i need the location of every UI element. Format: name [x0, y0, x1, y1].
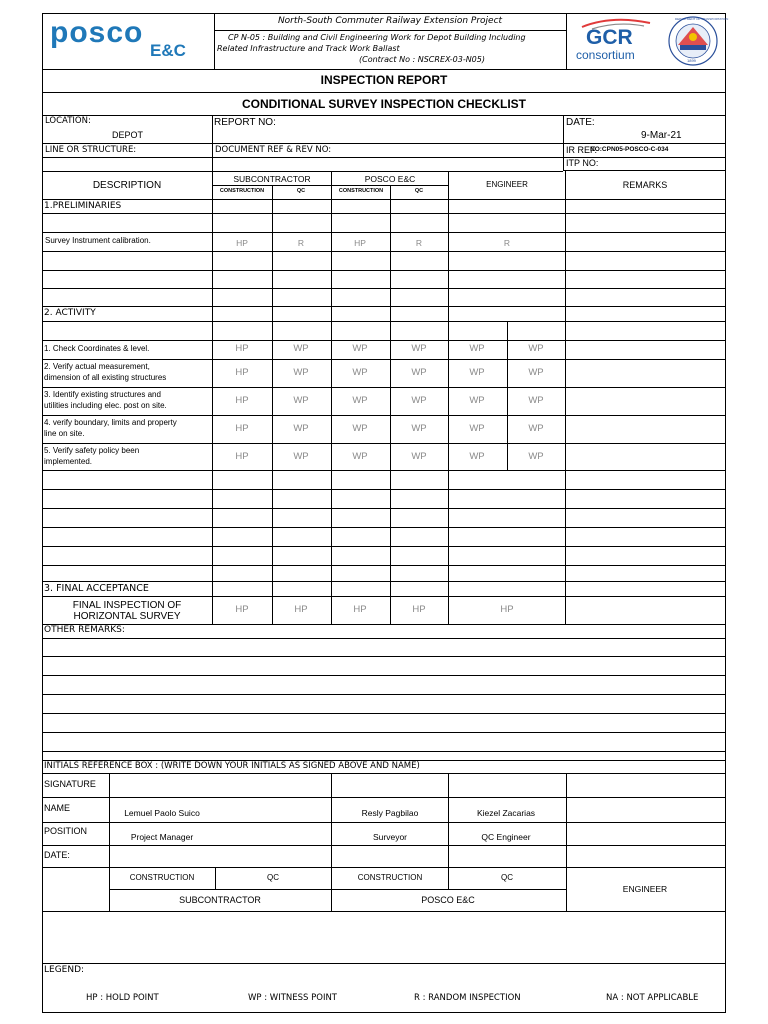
checklist-title: CONDITIONAL SURVEY INSPECTION CHECKLIST [241, 97, 527, 111]
footer-posco: POSCO E&C [421, 895, 475, 905]
dotr-seal-year: 1899 [687, 58, 696, 63]
prelim-code: R [415, 238, 423, 248]
activity-code: WP [352, 343, 368, 354]
activity-item-text: 5. Verify safety policy been [44, 446, 140, 455]
legend-item: WP : WITNESS POINT [248, 993, 337, 1003]
footer-construction: CONSTRUCTION [129, 873, 195, 882]
section-activity: 2. ACTIVITY [44, 308, 96, 318]
ir-ref-label: IR REF. [566, 145, 598, 155]
activity-code: WP [469, 343, 485, 354]
signer-name: Resly Pagbilao [361, 808, 419, 818]
activity-code: WP [293, 423, 309, 434]
contract-line-1: CP N-05 : Building and Civil Engineering Work for Depot Building Including [228, 33, 526, 42]
activity-code: HP [235, 423, 249, 434]
report-no-label: REPORT NO: [214, 117, 276, 128]
col-sub-qc: QC [296, 188, 306, 194]
activity-code: WP [469, 451, 485, 462]
activity-code: WP [411, 423, 427, 434]
activity-code: WP [528, 343, 544, 354]
footer-qc: QC [501, 873, 513, 882]
activity-code: WP [469, 395, 485, 406]
final-code: HP [294, 604, 308, 615]
dotr-seal-text: DEPARTMENT OF TRANSPORTATION [675, 17, 729, 21]
posco-logo-sub: E&C [150, 41, 186, 60]
project-title: North-South Commuter Railway Extension Project [277, 16, 503, 26]
col-description: DESCRIPTION [92, 180, 162, 191]
legend-item: NA : NOT APPLICABLE [606, 993, 699, 1003]
activity-item-text: implemented. [44, 457, 93, 466]
activity-code: WP [293, 367, 309, 378]
line-or-structure-label: LINE OR STRUCTURE: [45, 145, 137, 155]
location-value: DEPOT [112, 130, 144, 140]
activity-code: HP [235, 451, 249, 462]
activity-code: HP [235, 395, 249, 406]
position-label: POSITION [44, 826, 88, 836]
activity-code: HP [235, 343, 249, 354]
signer-position: Project Manager [130, 832, 194, 842]
activity-item-text: utilities including elec. post on site. [44, 401, 167, 410]
document-ref-label: DOCUMENT REF & REV NO: [215, 145, 332, 155]
footer-engineer: ENGINEER [622, 884, 668, 894]
activity-item-text: 4. verify boundary, limits and property [44, 418, 177, 427]
footer-construction: CONSTRUCTION [357, 873, 423, 882]
activity-code: WP [528, 451, 544, 462]
gcr-consortium-logo [572, 17, 662, 65]
col-posco: POSCO E&C [364, 174, 416, 184]
date-value: 9-Mar-21 [641, 130, 682, 141]
ir-ref-value: NO:CPN05-POSCO-C-034 [590, 146, 669, 153]
posco-logo-brand: posco [50, 16, 144, 49]
gcr-logo-brand: GCR [586, 26, 633, 49]
activity-item-text: 2. Verify actual measurement, [44, 362, 150, 371]
prelim-code: HP [236, 238, 248, 248]
legend-item: HP : HOLD POINT [86, 993, 159, 1003]
activity-code: HP [235, 367, 249, 378]
activity-code: WP [469, 367, 485, 378]
col-engineer: ENGINEER [486, 180, 528, 189]
activity-item-text: line on site. [44, 429, 85, 438]
legend-label: LEGEND: [44, 965, 85, 975]
final-item-text: HORIZONTAL SURVEY [73, 611, 181, 622]
footer-qc: QC [267, 873, 279, 882]
final-item-text: FINAL INSPECTION OF [72, 600, 182, 611]
other-remarks-label: OTHER REMARKS: [44, 625, 125, 635]
signer-name: Kiezel Zacarias [476, 808, 536, 818]
activity-code: WP [352, 423, 368, 434]
section-final-acceptance: 3. FINAL ACCEPTANCE [44, 583, 149, 594]
dotr-seal [666, 15, 729, 67]
activity-code: WP [528, 423, 544, 434]
activity-code: WP [411, 367, 427, 378]
final-code: HP [500, 604, 514, 615]
activity-item-text: dimension of all existing structures [44, 373, 167, 382]
date-label: DATE: [566, 117, 595, 128]
legend-item: R : RANDOM INSPECTION [414, 993, 521, 1003]
activity-code: WP [352, 451, 368, 462]
signer-position: Surveyor [372, 832, 408, 842]
itp-no-label: ITP NO: [566, 158, 599, 168]
activity-code: WP [352, 367, 368, 378]
posco-logo [50, 18, 205, 62]
prelim-code: R [297, 238, 305, 248]
initials-heading: INITIALS REFERENCE BOX : (WRITE DOWN YOUR INITIALS AS SIGNED ABOVE AND NAME) [44, 761, 420, 771]
report-title: INSPECTION REPORT [320, 73, 448, 87]
activity-code: WP [293, 343, 309, 354]
col-remarks: REMARKS [622, 180, 668, 190]
activity-code: WP [528, 395, 544, 406]
activity-code: WP [411, 343, 427, 354]
signer-position: QC Engineer [481, 832, 531, 842]
col-subcontractor: SUBCONTRACTOR [233, 174, 311, 184]
activity-code: WP [293, 451, 309, 462]
activity-code: WP [293, 395, 309, 406]
final-code: HP [412, 604, 426, 615]
prelim-item-text: Survey Instrument calibration. [45, 236, 151, 245]
signature-label: SIGNATURE [44, 779, 96, 789]
section-preliminaries: 1.PRELIMINARIES [44, 201, 122, 211]
col-sub-construction: CONSTRUCTION [219, 188, 265, 194]
activity-item-text: 1. Check Coordinates & level. [44, 344, 150, 353]
activity-code: WP [352, 395, 368, 406]
final-code: HP [235, 604, 249, 615]
prelim-code: HP [354, 238, 366, 248]
signer-name: Lemuel Paolo Suico [124, 808, 200, 818]
name-label: NAME [44, 803, 71, 813]
contract-number: (Contract No : NSCREX-03-N05) [359, 55, 485, 64]
activity-item-text: 3. Identify existing structures and [44, 390, 161, 399]
col-posco-construction: CONSTRUCTION [338, 188, 384, 194]
activity-code: WP [411, 395, 427, 406]
activity-code: WP [411, 451, 427, 462]
contract-line-2: Related Infrastructure and Track Work Ballast [217, 44, 400, 53]
prelim-code: R [503, 238, 511, 248]
activity-code: WP [469, 423, 485, 434]
col-posco-qc: QC [414, 188, 424, 194]
gcr-logo-sub: consortium [576, 48, 635, 62]
date-row-label: DATE: [44, 850, 70, 860]
footer-subcontractor: SUBCONTRACTOR [179, 895, 261, 905]
location-label: LOCATION: [45, 116, 91, 126]
activity-code: WP [528, 367, 544, 378]
final-code: HP [353, 604, 367, 615]
